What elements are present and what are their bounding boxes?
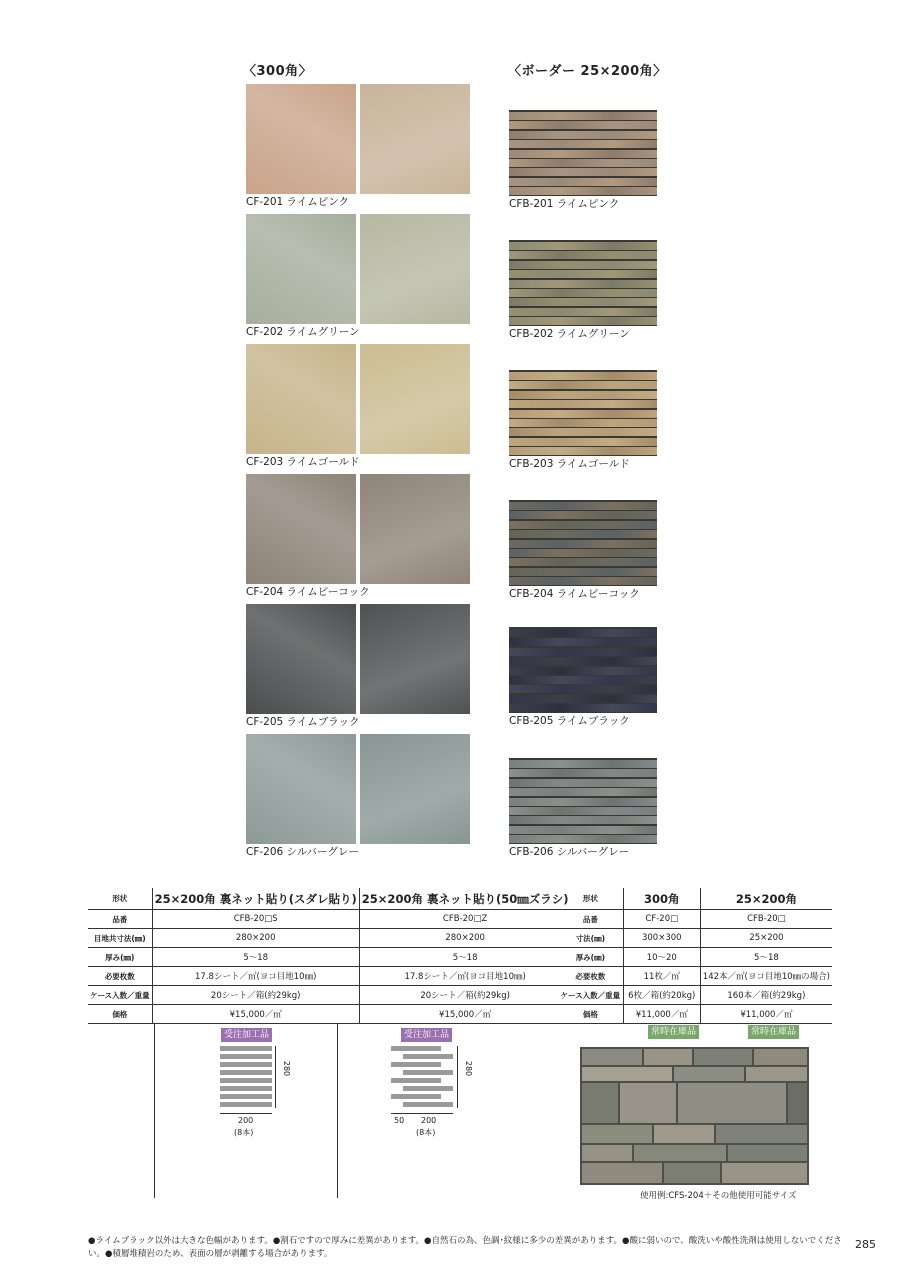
header-col-2: 25×200角 [700,888,832,910]
table-cell: CFB-20□ [700,910,832,929]
border-strip [509,242,657,250]
border-strip [509,391,657,399]
table-cell: 20シート／箱(約29kg) [359,986,570,1005]
tile-bar [220,1054,272,1059]
table-cell: CF-20□ [623,910,700,929]
table-cell: 11枚／㎡ [623,967,700,986]
tile-caption: CF-204 ライムピーコック [246,586,370,598]
tile-bar [220,1086,272,1091]
stone-tile-swatch [246,474,356,584]
tile-bar [391,1046,441,1051]
table-row [558,948,832,967]
count-label: (8本) [416,1128,436,1137]
stone-tile-swatch [246,734,356,844]
table-row [88,929,570,948]
tile-caption: CFB-206 シルバーグレー [509,846,630,858]
row-label: 品番 [88,910,152,929]
dimension-line [220,1113,272,1114]
border-strip [509,428,657,436]
border-strip [509,502,657,510]
row-label: 品番 [558,910,623,929]
dimension-line [275,1046,276,1108]
table-cell: 280×200 [359,929,570,948]
tile-caption: CFB-203 ライムゴールド [509,458,630,470]
tile-caption: CFB-204 ライムピーコック [509,588,640,600]
tile-caption: CFB-205 ライムブラック [509,715,630,727]
table-row [558,910,832,929]
border-strip [509,695,657,703]
table-cell: 5～18 [359,948,570,967]
square-section-title: 〈300角〉 [243,64,313,79]
tile-caption: CFB-201 ライムピンク [509,198,620,210]
dimension-line [391,1113,453,1114]
border-strip [509,168,657,176]
border-strip [509,317,657,325]
stone-tile-swatch [360,474,470,584]
tile-caption: CF-202 ライムグリーン [246,326,360,338]
row-label: 必要枚数 [88,967,152,986]
table-cell: 160本／箱(約29kg) [700,986,832,1005]
border-strip [509,530,657,538]
border-strip [509,251,657,259]
tile-bar [220,1102,272,1107]
border-strip [509,121,657,129]
border-tile-swatch [509,627,657,713]
tile-caption: CF-205 ライムブラック [246,716,360,728]
in-stock-badge: 常時在庫品 [648,1025,699,1039]
tile-bar [220,1094,272,1099]
border-strip [509,270,657,278]
table-cell: 20シート／箱(約29kg) [152,986,359,1005]
tile-bar [220,1070,272,1075]
width-dimension: 200 [238,1116,254,1125]
left-table-divider [337,1023,338,1198]
border-strip [509,150,657,158]
stone-wall-image [580,1047,809,1185]
example-caption: 使用例:CFS-204＋その他使用可能サイズ [640,1191,797,1201]
border-tile-swatch [509,500,657,586]
width-dimension: 200 [421,1116,437,1125]
page-number: 285 [855,1238,876,1251]
border-tile-swatch [509,370,657,456]
table-cell: 300×300 [623,929,700,948]
row-label: 厚み(㎜) [88,948,152,967]
border-strip [509,511,657,519]
border-strip [509,835,657,843]
border-strip [509,779,657,787]
table-cell: 10～20 [623,948,700,967]
table-cell: CFB-20□Z [359,910,570,929]
header-col-1: 25×200角 裏ネット貼り(スダレ貼り) [152,888,359,910]
table-row [88,986,570,1005]
header-label: 形状 [558,888,623,910]
tile-bar [220,1078,272,1083]
tile-caption: CF-203 ライムゴールド [246,456,360,468]
table-row [558,929,832,948]
tile-caption: CF-201 ライムピンク [246,196,350,208]
border-strip [509,798,657,806]
border-strip [509,826,657,834]
stone-tile-swatch [360,734,470,844]
border-strip [509,549,657,557]
border-strip [509,372,657,380]
made-to-order-badge: 受注加工品 [221,1028,272,1042]
table-row [558,1005,832,1024]
table-row [88,910,570,929]
border-strip [509,400,657,408]
table-cell: ¥11,000／㎡ [700,1005,832,1024]
border-strip [509,159,657,167]
tile-bar [403,1102,453,1107]
border-strip [509,704,657,712]
in-stock-badge: 常時在庫品 [748,1025,799,1039]
tile-bar [220,1062,272,1067]
tile-bar [403,1086,453,1091]
border-strip [509,657,657,665]
border-strip [509,568,657,576]
border-strip [509,685,657,693]
border-strip [509,816,657,824]
row-label: 価格 [558,1005,623,1024]
usage-example-photo [580,1047,809,1185]
border-strip [509,577,657,585]
border-strip [509,558,657,566]
border-strip [509,648,657,656]
border-strip [509,447,657,455]
border-strip [509,112,657,120]
border-strip [509,280,657,288]
table-cell: 142本／㎡(ヨコ目地10㎜の場合) [700,967,832,986]
table-cell: 17.8シート／㎡(ヨコ目地10㎜) [152,967,359,986]
stone-tile-swatch [360,214,470,324]
border-strip [509,131,657,139]
border-strip [509,760,657,768]
table-cell: CFB-20□S [152,910,359,929]
table-row [88,948,570,967]
tile-bar [403,1070,453,1075]
stone-tile-swatch [360,344,470,454]
dimension-line [457,1046,458,1108]
table-cell: 6枚／箱(約20kg) [623,986,700,1005]
border-strip [509,410,657,418]
table-row [558,986,832,1005]
table-row [88,967,570,986]
tile-bar [220,1046,272,1051]
border-strip [509,676,657,684]
border-section-title: 〈ボーダー 25×200角〉 [508,64,667,79]
border-strip [509,298,657,306]
tile-bar [391,1062,441,1067]
row-label: 必要枚数 [558,967,623,986]
header-label: 形状 [88,888,152,910]
border-strip [509,521,657,529]
right-spec-table [558,888,832,1024]
stone-tile-swatch [360,84,470,194]
left-spec-table [88,888,570,1024]
tile-bar [403,1054,453,1059]
row-label: 寸法(㎜) [558,929,623,948]
border-strip [509,540,657,548]
border-strip [509,438,657,446]
made-to-order-badge: 受注加工品 [401,1028,452,1042]
row-label: 目地共寸法(㎜) [88,929,152,948]
tile-bar [391,1078,441,1083]
border-strip [509,419,657,427]
row-label: ケース入数／重量 [558,986,623,1005]
table-cell: 280×200 [152,929,359,948]
border-tile-swatch [509,240,657,326]
stone-tile-swatch [246,344,356,454]
left-table-divider [154,1023,155,1198]
stone-tile-swatch [246,84,356,194]
table-cell: 5～18 [152,948,359,967]
header-col-2: 25×200角 裏ネット貼り(50㎜ズラシ) [359,888,570,910]
border-strip [509,807,657,815]
border-strip [509,667,657,675]
border-strip [509,289,657,297]
footnote-line-2: い。●積層堆積岩のため、表面の層が剥離する場合があります。 [88,1249,333,1259]
table-row [88,1005,570,1024]
border-strip [509,381,657,389]
border-strip [509,769,657,777]
border-tile-swatch [509,758,657,844]
border-strip [509,308,657,316]
border-strip [509,187,657,195]
tile-caption: CFB-202 ライムグリーン [509,328,630,340]
table-cell: 5～18 [700,948,832,967]
offset-dimension: 50 [394,1116,405,1125]
border-strip [509,261,657,269]
row-label: 価格 [88,1005,152,1024]
stone-tile-swatch [360,604,470,714]
header-col-1: 300角 [623,888,700,910]
row-label: 厚み(㎜) [558,948,623,967]
stone-tile-swatch [246,604,356,714]
table-cell: ¥11,000／㎡ [623,1005,700,1024]
count-label: (8本) [234,1128,254,1137]
tile-bar [391,1094,441,1099]
border-strip [509,178,657,186]
height-dimension: 280 [282,1060,292,1077]
footnote-line-1: ●ライムブラック以外は大きな色幅があります。●割石ですので厚みに差異があります。●自然石の為、色調･紋様に多少の差異があります。●酸に弱いので、酸洗いや酸性洗剤は使用しないでくださ [88,1236,842,1246]
table-cell: 25×200 [700,929,832,948]
border-tile-swatch [509,110,657,196]
table-cell: ¥15,000／㎡ [152,1005,359,1024]
table-row [558,967,832,986]
border-strip [509,788,657,796]
stone-tile-swatch [246,214,356,324]
border-strip [509,638,657,646]
table-cell: ¥15,000／㎡ [359,1005,570,1024]
height-dimension: 280 [464,1060,474,1077]
border-strip [509,629,657,637]
row-label: ケース入数／重量 [88,986,152,1005]
border-strip [509,140,657,148]
tile-caption: CF-206 シルバーグレー [246,846,360,858]
table-cell: 17.8シート／㎡(ヨコ目地10㎜) [359,967,570,986]
